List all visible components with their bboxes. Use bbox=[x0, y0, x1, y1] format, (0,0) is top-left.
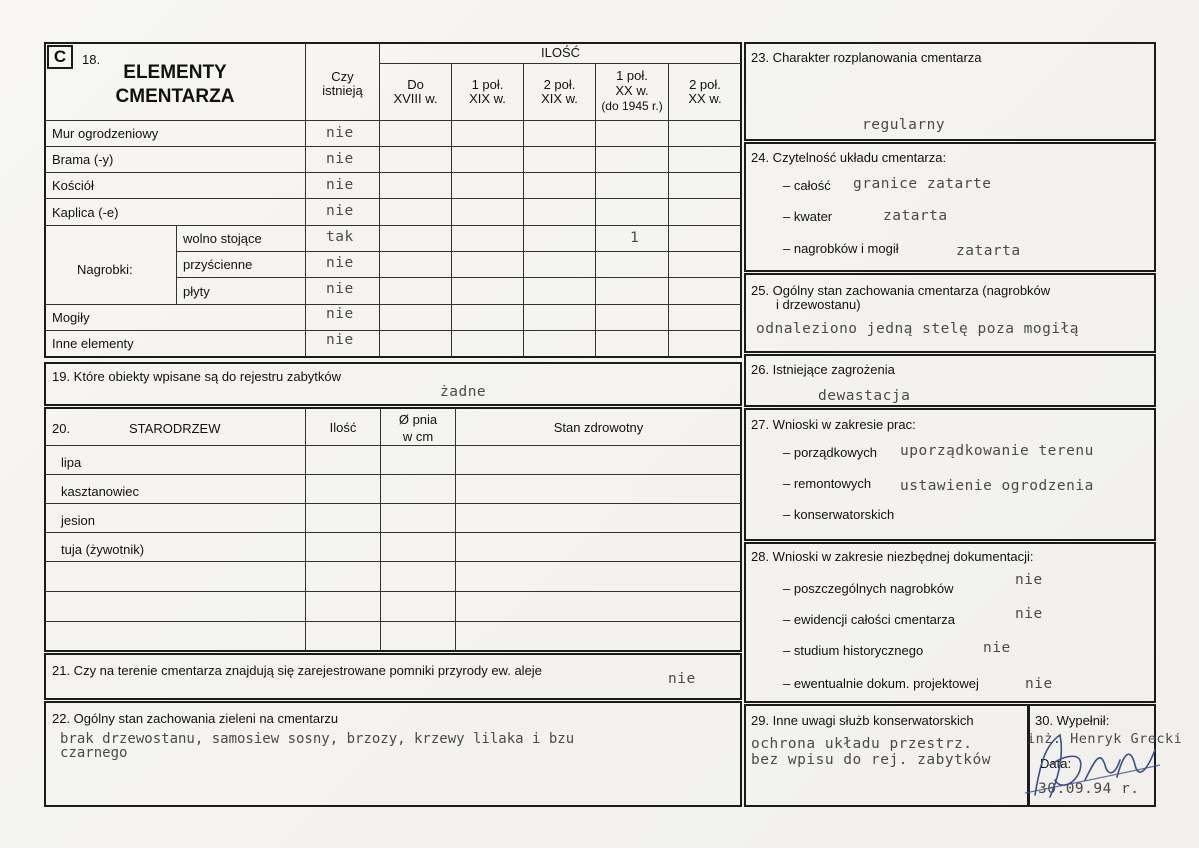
s28-item-label: – ewidencji całości cmentarza bbox=[783, 612, 955, 627]
col-header: 1 poł. bbox=[471, 77, 504, 92]
col-header: XX w. bbox=[615, 83, 649, 98]
col-header: 2 poł. bbox=[689, 77, 721, 92]
s20-col-diam-2: w cm bbox=[402, 429, 434, 444]
tree-label: tuja (żywotnik) bbox=[61, 542, 145, 557]
exists-value: nie bbox=[326, 281, 354, 297]
col-header: XX w. bbox=[688, 91, 722, 106]
s30-date: 30.09.94 r. bbox=[1038, 781, 1140, 797]
s22-value-line2: czarnego bbox=[60, 745, 128, 761]
row-label: Kościół bbox=[52, 178, 94, 193]
row-label: Mogiły bbox=[52, 310, 90, 325]
s28-item-label: – studium historycznego bbox=[783, 643, 924, 658]
col-exists-line1: Czy bbox=[331, 69, 354, 84]
exists-value: tak bbox=[326, 229, 354, 245]
s28-item-value: nie bbox=[1015, 572, 1043, 588]
s27-item-label: – remontowych bbox=[783, 476, 872, 491]
exists-value: nie bbox=[326, 306, 354, 322]
s20-col-qty: Ilość bbox=[329, 420, 357, 435]
s25-value: odnaleziono jedną stelę poza mogiłą bbox=[756, 321, 1080, 337]
exists-value: nie bbox=[326, 125, 354, 141]
col-header: 2 poł. bbox=[543, 77, 576, 92]
s29-label: 29. Inne uwagi służb konserwatorskich bbox=[751, 713, 974, 728]
s19-label: 19. Które obiekty wpisane są do rejestru zabytków bbox=[52, 369, 342, 384]
s30-name: inż. Henryk Grecki bbox=[1027, 731, 1183, 747]
s29-value-line2: bez wpisu do rej. zabytków bbox=[751, 752, 991, 768]
s24-item-label: – kwater bbox=[783, 209, 833, 224]
row-label: Inne elementy bbox=[52, 336, 134, 351]
s20-title: STARODRZEW bbox=[129, 421, 221, 436]
s28-item-value: nie bbox=[1015, 606, 1043, 622]
row-label: płyty bbox=[183, 284, 210, 299]
s24-item-value: zatarta bbox=[883, 208, 948, 224]
s24-item-label: – całość bbox=[783, 178, 831, 193]
tree-label: jesion bbox=[61, 513, 95, 528]
s23-value: regularny bbox=[862, 117, 946, 133]
s28-item-value: nie bbox=[1025, 676, 1053, 692]
s24-label: 24. Czytelność układu cmentarza: bbox=[751, 150, 947, 165]
section-title-line2: CMENTARZA bbox=[115, 86, 235, 107]
signature bbox=[1005, 705, 1165, 805]
row-label: wolno stojące bbox=[183, 231, 262, 246]
s24-item-value: granice zatarte bbox=[853, 176, 992, 192]
s25-label-2: i drzewostanu) bbox=[776, 297, 861, 312]
tree-label: lipa bbox=[61, 455, 82, 470]
s20-col-diam-1: Ø pnia bbox=[398, 412, 438, 427]
s30-label: 30. Wypełnił: bbox=[1035, 713, 1110, 728]
col-header: XIX w. bbox=[541, 91, 578, 106]
s25-label-1: 25. Ogólny stan zachowania cmentarza (nagrobków bbox=[751, 283, 1051, 298]
s28-item-label: – poszczególnych nagrobków bbox=[783, 581, 954, 596]
col-quantity: ILOŚĆ bbox=[540, 45, 580, 60]
s30-date-label: Data: bbox=[1040, 756, 1072, 771]
s27-label: 27. Wnioski w zakresie prac: bbox=[751, 417, 916, 432]
section-title-line1: ELEMENTY bbox=[123, 62, 227, 83]
section-number: 18. bbox=[82, 52, 101, 67]
s27-item-label: – konserwatorskich bbox=[783, 507, 895, 522]
row-label: przyścienne bbox=[183, 257, 253, 272]
exists-value: nie bbox=[326, 332, 354, 348]
col-header: Do bbox=[407, 77, 424, 92]
row-label: Brama (-y) bbox=[52, 152, 114, 167]
exists-value: nie bbox=[326, 177, 354, 193]
s20-number: 20. bbox=[52, 421, 71, 436]
s28-item-value: nie bbox=[983, 640, 1011, 656]
s22-label: 22. Ogólny stan zachowania zieleni na cmentarzu bbox=[52, 711, 339, 726]
s28-item-label: – ewentualnie dokum. projektowej bbox=[783, 676, 979, 691]
s27-item-value: ustawienie ogrodzenia bbox=[900, 478, 1094, 494]
s26-value: dewastacja bbox=[818, 388, 911, 404]
section-letter: C bbox=[47, 45, 73, 69]
s24-item-label: – nagrobków i mogił bbox=[783, 241, 899, 256]
s22-value-line1: brak drzewostanu, samosiew sosny, brzozy, krzewy lilaka i bzu bbox=[60, 731, 575, 747]
s23-label: 23. Charakter rozplanowania cmentarza bbox=[751, 50, 982, 65]
quantity-value: 1 bbox=[630, 230, 640, 246]
s28-label: 28. Wnioski w zakresie niezbędnej dokumentacji: bbox=[751, 549, 1034, 564]
s27-item-label: – porządkowych bbox=[783, 445, 877, 460]
s24-item-value: zatarta bbox=[956, 243, 1021, 259]
s26-label: 26. Istniejące zagrożenia bbox=[751, 362, 895, 377]
exists-value: nie bbox=[326, 203, 354, 219]
nagrobki-label: Nagrobki: bbox=[77, 262, 133, 277]
tree-label: kasztanowiec bbox=[61, 484, 140, 499]
row-label: Mur ogrodzeniowy bbox=[52, 126, 159, 141]
s27-item-value: uporządkowanie terenu bbox=[900, 443, 1094, 459]
col-exists-line2: istnieją bbox=[322, 83, 363, 98]
s21-label: 21. Czy na terenie cmentarza znajdują się zarejestrowane pomniki przyrody ew. aleje bbox=[52, 663, 542, 678]
col-header: XIX w. bbox=[469, 91, 506, 106]
s20-col-health: Stan zdrowotny bbox=[553, 420, 644, 435]
exists-value: nie bbox=[326, 151, 354, 167]
s21-value: nie bbox=[668, 671, 696, 687]
exists-value: nie bbox=[326, 255, 354, 271]
col-header: XVIII w. bbox=[393, 91, 438, 106]
s19-value: żadne bbox=[440, 384, 487, 400]
s29-value-line1: ochrona układu przestrz. bbox=[751, 736, 973, 752]
col-header: (do 1945 r.) bbox=[601, 99, 663, 113]
col-header: 1 poł. bbox=[616, 68, 648, 83]
row-label: Kaplica (-e) bbox=[52, 205, 119, 220]
